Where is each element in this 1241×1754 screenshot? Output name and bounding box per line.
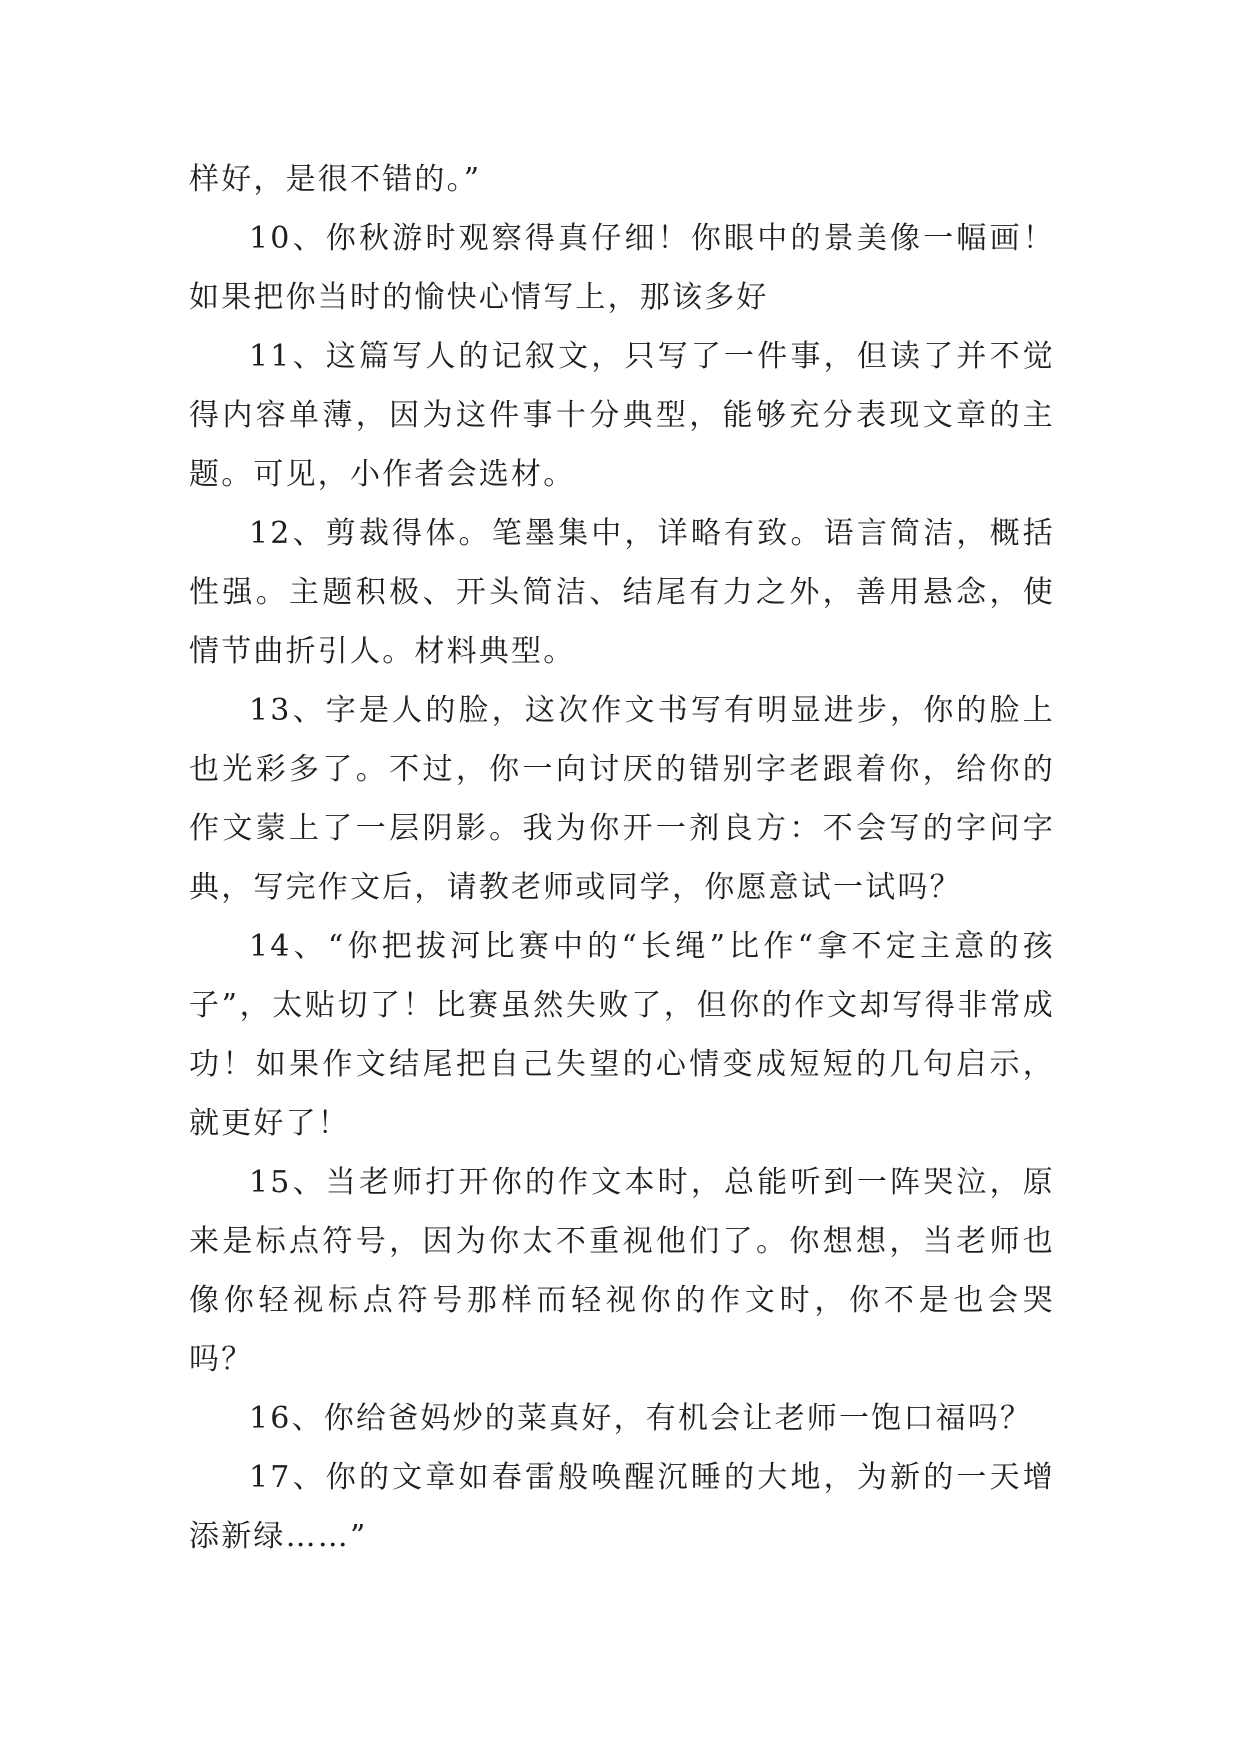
paragraph-comment-17: 17、你的文章如春雷般唤醒沉睡的大地，为新的一天增添新绿……” bbox=[189, 1460, 1055, 1554]
paragraph-comment-11: 11、这篇写人的记叙文，只写了一件事，但读了并不觉得内容单薄，因为这件事十分典型，能够充分表现文章的主题。可见，小作者会选材。 bbox=[189, 339, 1055, 492]
paragraph-comment-14: 14、“你把拔河比赛中的“长绳”比作“拿不定主意的孩子”，太贴切了！比赛虽然失败了，但你的作文却写得非常成功！如果作文结尾把自己失望的心情变成短短的几句启示，就更好了！ bbox=[189, 929, 1055, 1141]
paragraph-continuation: 样好，是很不错的。” bbox=[189, 162, 482, 197]
document-body bbox=[189, 150, 1055, 1566]
paragraph-comment-10: 10、你秋游时观察得真仔细！你眼中的景美像一幅画！如果把你当时的愉快心情写上，那该多好 bbox=[189, 221, 1055, 315]
paragraph-comment-16: 16、你给爸妈炒的菜真好，有机会让老师一饱口福吗？ bbox=[249, 1401, 1033, 1436]
paragraph-comment-13: 13、字是人的脸，这次作文书写有明显进步，你的脸上也光彩多了。不过，你一向讨厌的错别字老跟着你，给你的作文蒙上了一层阴影。我为你开一剂良方：不会写的字问字典，写完作文后，请教老师或同学，你愿意试一试吗？ bbox=[189, 693, 1055, 905]
paragraph-comment-15: 15、当老师打开你的作文本时，总能听到一阵哭泣，原来是标点符号，因为你太不重视他们了。你想想，当老师也像你轻视标点符号那样而轻视你的作文时，你不是也会哭吗？ bbox=[189, 1165, 1055, 1377]
paragraph-comment-12: 12、剪裁得体。笔墨集中，详略有致。语言简洁，概括性强。主题积极、开头简洁、结尾有力之外，善用悬念，使情节曲折引人。材料典型。 bbox=[189, 516, 1055, 669]
